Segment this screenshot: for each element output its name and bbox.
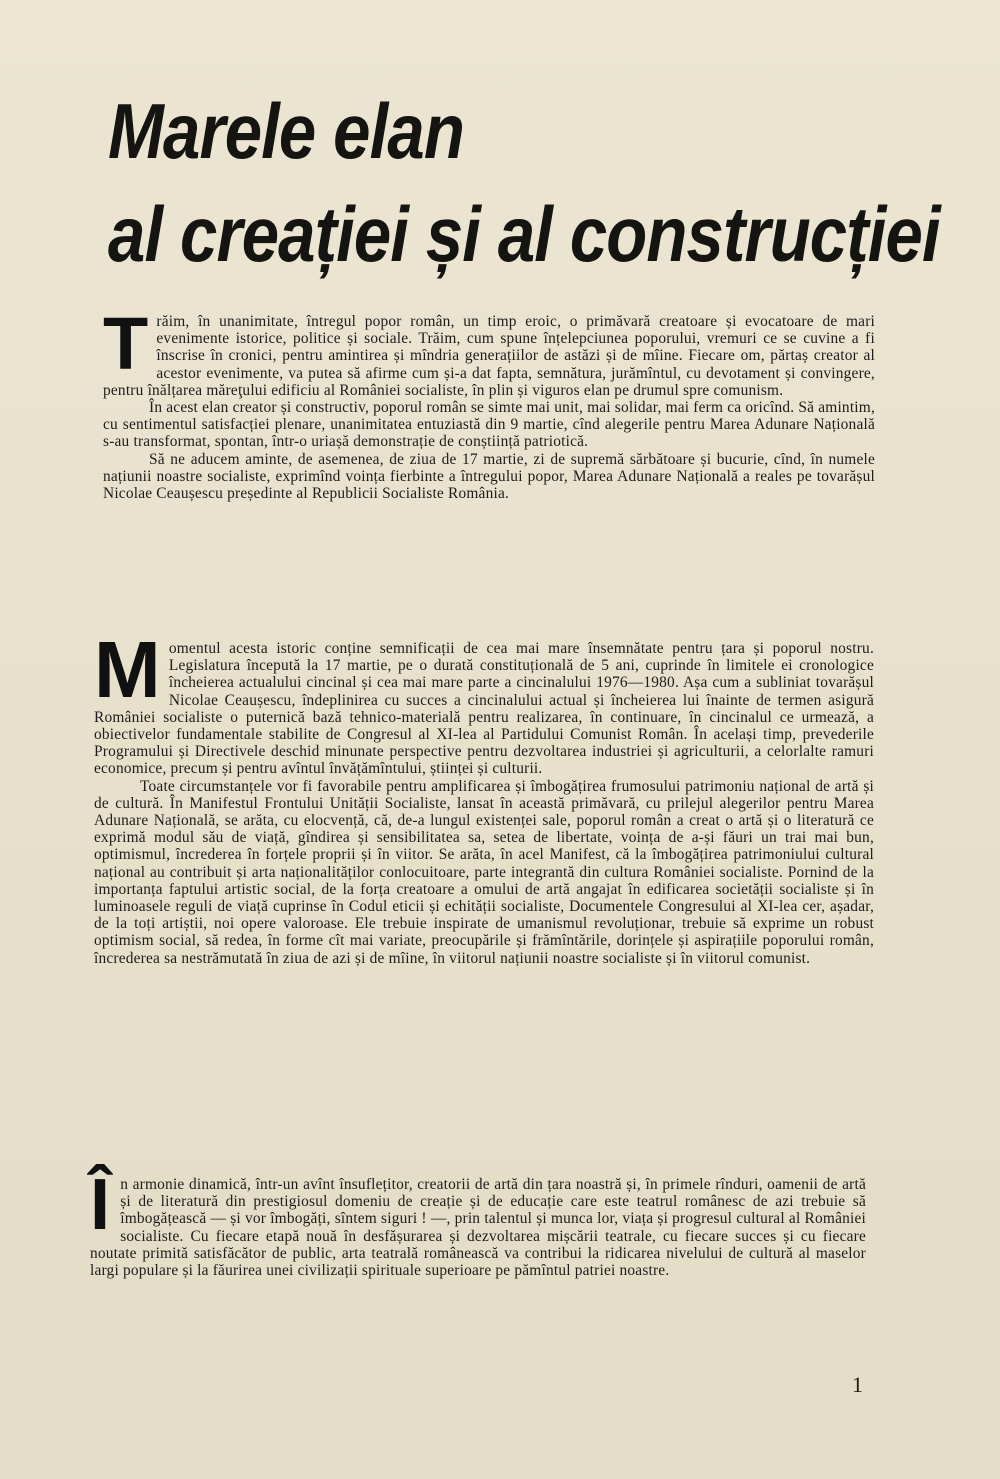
article-section-3 bbox=[90, 1165, 866, 1280]
title-line-2: al creației și al construcției bbox=[108, 190, 940, 278]
paragraph: n armonie dinamică, într-un avînt însuflețitor, creatorii de artă din țara noastră și, în primele rînduri, oamenii de artă și de literatură din prestigiosul domeniu de creație și de educație care este teatrul românesc de azi trebuie să îmbogățească — și vor îmbogăți, sîntem siguri ! —, prin talentul și munca lor, viața și progresul cultural al României socialiste. Cu fiecare etapă nouă în desfășurarea și dezvoltarea mișcării teatrale, cu fiecare succes și cu fiecare noutate primită satisfăcător de public, arta teatrală românească va contribui la ridicarea nivelului de cultură al maselor largi populare și la făurirea unei civilizații spirituale superioare pe pămîntul patriei noastre. bbox=[90, 1176, 866, 1280]
paragraph: Să ne aducem aminte, de asemenea, de ziua de 17 martie, zi de supremă sărbătoare și bucurie, cînd, în numele națiunii noastre socialiste, exprimînd voința fierbinte a întregului popor, Marea Adunare Națională a reales pe tovarășul Nicolae Ceaușescu președinte al Republicii Socialiste România. bbox=[103, 450, 875, 503]
paragraph: omentul acesta istoric conține semnificații de cea mai mare însemnătate pentru țara și poporul nostru. Legislatura începută la 17 martie, pe o durată constituțională de 5 ani, cuprinde în limitele ei cronologice încheierea actualului cincinal și cea mai mare parte a cincinalului 1976—1980. Așa cum a subliniat tovarășul Nicolae Ceaușescu, îndeplinirea cu succes a cincinalului actual și încheierea lui înainte de termen asigură României socialiste o puternică bază tehnico-materială pentru realizarea, în continuare, în cincinalul ce urmează, a obiectivelor fundamentale stabilite de Congresul al XI-lea al Partidului Comunist Român. În același timp, prevederile Programului și Directivele deschid minunate perspective pentru dezvoltarea industriei și agriculturii, a celorlalte ramuri economice, precum și pentru avîntul învățămîntului, științei și culturii. bbox=[94, 640, 874, 778]
title-line-1: Marele elan bbox=[108, 87, 464, 175]
paragraph: În acest elan creator și constructiv, poporul român se simte mai unit, mai solidar, mai ferm ca oricînd. Să amintim, cu sentimentul satisfacției plenare, unanimitatea entuziastă din 9 martie, cînd alegerile pentru Marea Adunare Națională s-au transformat, spontan, într-o uriașă demonstrație de conștiință patriotică. bbox=[103, 399, 875, 451]
drop-cap: T bbox=[103, 302, 149, 385]
paragraph: Toate circumstanțele vor fi favorabile pentru amplificarea și îmbogățirea frumosului patrimoniu național de artă și de cultură. În Manifestul Frontului Unității Socialiste, lansat în această primăvară, cu prilejul alegerilor pentru Marea Adunare Națională, se arăta, cu elocvență, că, de-a lungul existenței sale, poporul român a creat o artă și o literatură ce exprimă modul său de viață, gîndirea și sensibilitatea sa, setea de libertate, voința de a-și făuri un trai mai bun, optimismul, încrederea în forțele proprii și în viitor. Se arăta, în acel Manifest, că la îmbogățirea patrimoniului cultural național au contribuit și arta naționalităților conlocuitoare, parte integrantă din cultura României socialiste. Pornind de la importanța faptului artistic social, de la forța creatoare a omului de artă angajat în edificarea societății socialiste și în luminoasele reguli de viață cuprinse în Codul eticii și echității socialiste, Documentele Congresului al XI-lea cer, așadar, de la toți artiștii, noi opere valoroase. Ele trebuie inspirate de umanismul revoluționar, trebuie să exprime un robust optimism social, să redea, în forme cît mai variate, preocupările și frămîntările, dorințele și aspirațiile poporului român, încrederea sa nestrămutată în ziua de azi și de mîine, în viitorul națiunii noastre socialiste și în viitorul comunist. bbox=[94, 777, 874, 967]
article-section-2 bbox=[94, 625, 874, 967]
drop-cap: M bbox=[94, 625, 161, 714]
drop-cap: Î bbox=[90, 1165, 111, 1245]
page-number: 1 bbox=[852, 1372, 863, 1397]
article-title bbox=[108, 80, 940, 286]
paragraph: răim, în unanimitate, întregul popor român, un timp eroic, o primăvară creatoare și evocatoare de mari evenimente istorice, politice și sociale. Trăim, cum spune înțelepciunea poporului, vremuri ce se cuvine a fi înscrise în cronici, pentru amintirea și mîndria generațiilor de astăzi și de mîine. Fiecare om, părtaș creator al acestor evenimente, va putea să afirme cum și-a dat fapta, semnătura, jurămîntul, cu devotament și convingere, pentru înălțarea măreţului edificiu al României socialiste, în plin și viguros elan pe drumul spre comunism. bbox=[103, 313, 875, 399]
article-section-1 bbox=[103, 302, 875, 503]
